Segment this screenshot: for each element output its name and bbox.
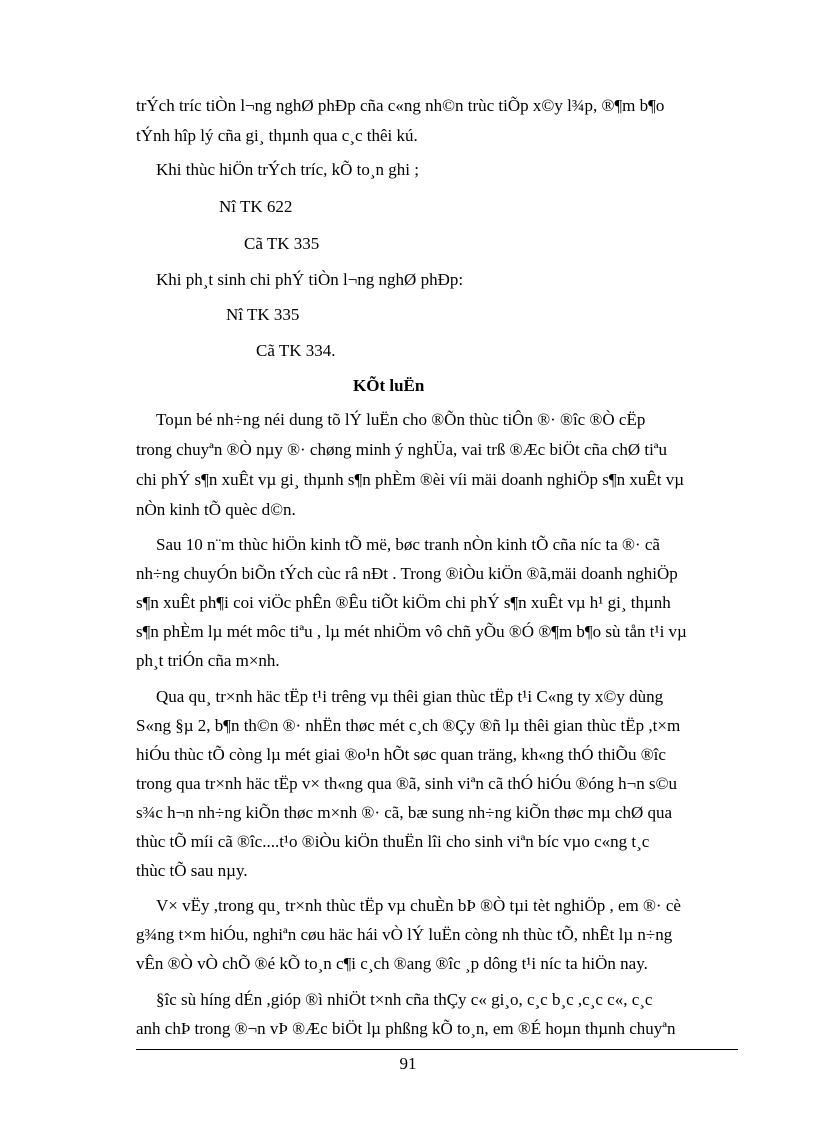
text-line: trÝch tríc tiÒn l¬ng nghØ phÐp cña c«ng nh©n trùc tiÕp x©y l¾p, ®¶m b¶o xyxy=(136,96,665,115)
text-line: hiÓu thùc tÕ còng lµ mét giai ®o¹n hÕt søc quan träng, kh«ng thÓ thiÕu ®îc xyxy=(136,745,666,764)
text-line: Nî TK 622 xyxy=(219,197,293,216)
text-line: Khi thùc hiÖn trÝch tríc, kÕ to¸n ghi ; xyxy=(156,160,419,179)
text-line: s¶n xuÊt ph¶i coi viÖc phÊn ®Êu tiÕt kiÖm chi phÝ s¶n xuÊt vµ h¹ gi¸ thµnh xyxy=(136,593,671,612)
text-line: Cã TK 334. xyxy=(256,341,336,360)
text-line: §îc sù híng dÉn ,gióp ®ì nhiÖt t×nh cña thÇy c« gi¸o, c¸c b¸c ,c¸c c«, c¸c xyxy=(156,990,653,1009)
text-line: thùc tÕ sau nµy. xyxy=(136,861,248,880)
text-line: V× vËy ,trong qu¸ tr×nh thùc tËp vµ chuÈn bÞ ®Ò tµi tèt nghiÖp , em ®· cè xyxy=(156,896,681,915)
text-line: trong chuyªn ®Ò nµy ®· chøng minh ý nghÜa, vai trß ®Æc biÖt cña chØ tiªu xyxy=(136,440,668,459)
text-line: thùc tÕ míi cã ®îc....t¹o ®iÒu kiÖn thuËn lîi cho sinh viªn bíc vµo c«ng t¸c xyxy=(136,832,650,851)
text-line: Toµn bé nh÷ng néi dung tõ lÝ luËn cho ®Õn thùc tiÔn ®· ®îc ®Ò cËp xyxy=(156,410,646,429)
text-line: s¾c h¬n nh÷ng kiÕn thøc m×nh ®· cã, bæ sung nh÷ng kiÕn thøc mµ chØ qua xyxy=(136,803,673,822)
text-line: ph¸t triÓn cña m×nh. xyxy=(136,651,280,670)
text-line: g¾ng t×m hiÓu, nghiªn cøu häc hái vÒ lÝ luËn còng nh thùc tÕ, nhÊt lµ n÷ng xyxy=(136,925,673,944)
text-line: Khi ph¸t sinh chi phÝ tiÒn l¬ng nghØ phÐp: xyxy=(156,270,464,289)
text-line: anh chÞ trong ®¬n vÞ ®Æc biÖt lµ phßng kÕ to¸n, em ®É hoµn thµnh chuyªn xyxy=(136,1019,676,1038)
text-line: tÝnh hîp lý cña gi¸ thµnh qua c¸c thêi kú. xyxy=(136,126,418,145)
text-line: Sau 10 n¨m thùc hiÖn kinh tÕ më, bøc tranh nÒn kinh tÕ cña níc ta ®· cã xyxy=(156,535,660,554)
page-number: 91 xyxy=(399,1054,417,1073)
text-line: S«ng §µ 2, b¶n th©n ®· nhËn thøc mét c¸ch ®Çy ®ñ lµ thêi gian thùc tËp ,t×m xyxy=(136,716,681,735)
text-line: Qua qu¸ tr×nh häc tËp t¹i trêng vµ thêi gian thùc tËp t¹i C«ng ty x©y dùng xyxy=(156,687,664,706)
text-line: nh÷ng chuyÓn biÕn tÝch cùc râ nÐt . Trong ®iÒu kiÖn ®ã,mäi doanh nghiÖp xyxy=(136,564,678,583)
text-line: vÊn ®Ò vÒ chÕ ®é kÕ to¸n c¶i c¸ch ®ang ®îc ¸p dông t¹i níc ta hiÖn nay. xyxy=(136,954,648,973)
text-line: trong qua tr×nh häc tËp v× th«ng qua ®ã, sinh viªn cã thÓ hiÓu ®óng h¬n s©u xyxy=(136,774,678,793)
footer-rule xyxy=(136,1049,738,1050)
text-line: Cã TK 335 xyxy=(244,234,320,253)
text-line: Nî TK 335 xyxy=(226,305,300,324)
section-title: KÕt luËn xyxy=(353,376,425,395)
text-line: s¶n phÈm lµ mét môc tiªu , lµ mét nhiÖm vô chñ yÕu ®Ó ®¶m b¶o sù tån t¹i vµ xyxy=(136,622,687,641)
text-line: nÒn kinh tÕ quèc d©n. xyxy=(136,500,296,519)
text-line: chi phÝ s¶n xuÊt vµ gi¸ thµnh s¶n phÈm ®èi víi mäi doanh nghiÖp s¶n xuÊt vµ xyxy=(136,470,684,489)
